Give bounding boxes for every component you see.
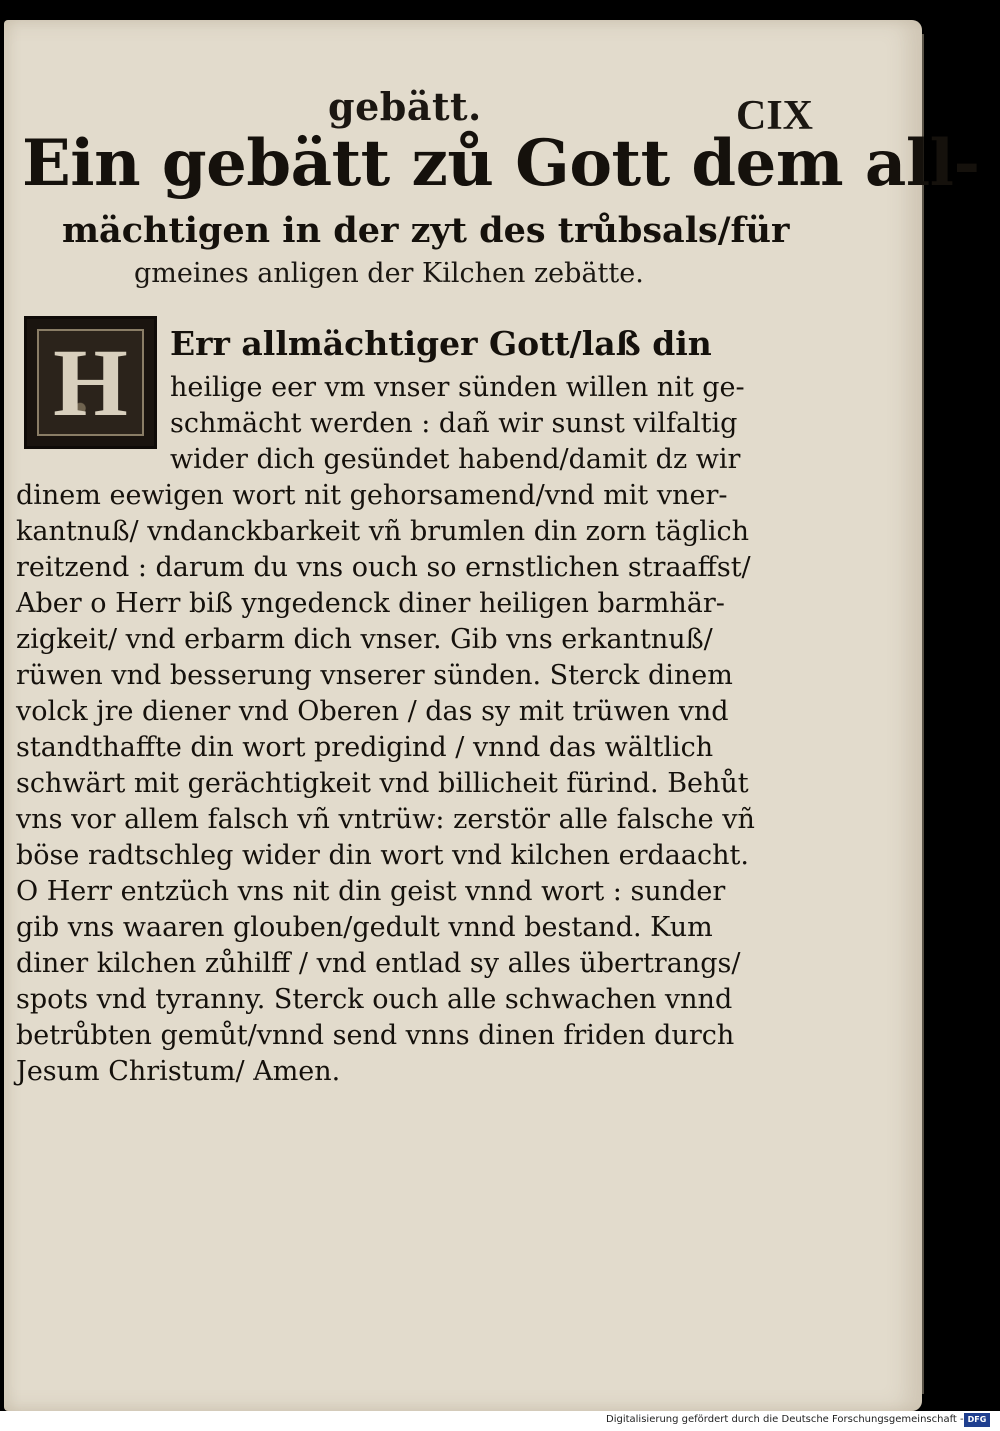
- body-line: reitzend : darum du vns ouch so ernstlichen straaffst/: [16, 552, 751, 583]
- title-line-1: Ein gebätt zů Gott dem all-: [22, 126, 980, 201]
- body-line: Jesum Christum/ Amen.: [16, 1056, 341, 1087]
- body-line: schmächt werden : dañ wir sunst vilfaltig: [170, 408, 738, 439]
- decorated-initial: [24, 316, 157, 449]
- body-line: vns vor allem falsch vñ vntrüw: zerstör alle falsche vñ: [16, 804, 755, 835]
- title-line-3: gmeines anligen der Kilchen zebätte.: [134, 258, 644, 289]
- title-line-2: mächtigen in der zyt des trůbsals/für: [62, 210, 790, 251]
- body-line: dinem eewigen wort nit gehorsamend/vnd mit vner-: [16, 480, 728, 511]
- body-line: volck jre diener vnd Oberen / das sy mit trüwen vnd: [16, 696, 729, 727]
- folio-number: CIX: [736, 93, 814, 139]
- body-line: gib vns waaren glouben/gedult vnnd bestand. Kum: [16, 912, 713, 943]
- footer-credit: Digitalisierung gefördert durch die Deutsche Forschungsgemeinschaft -: [606, 1414, 964, 1425]
- dfg-logo-icon[interactable]: DFG: [964, 1413, 990, 1427]
- initial-letter: H: [53, 328, 128, 436]
- body-line: betrůbten gemůt/vnnd send vnns dinen friden durch: [16, 1020, 735, 1051]
- page-edge: [922, 34, 924, 1394]
- body-line: heilige eer vm vnser sünden willen nit ge-: [170, 372, 745, 403]
- body-line: schwärt mit gerächtigkeit vnd billicheit fürind. Behůt: [16, 768, 749, 799]
- body-line: Err allmächtiger Gott/laß din: [170, 324, 712, 363]
- body-line: diner kilchen zůhilff / vnd entlad sy alles übertrangs/: [16, 948, 741, 979]
- body-line: O Herr entzüch vns nit din geist vnnd wort : sunder: [16, 876, 726, 907]
- body-line: spots vnd tyranny. Sterck ouch alle schwachen vnnd: [16, 984, 733, 1015]
- body-line: kantnuß/ vndanckbarkeit vñ brumlen din zorn täglich: [16, 516, 750, 547]
- body-line: böse radtschleg wider din wort vnd kilchen erdaacht.: [16, 840, 749, 871]
- running-head: gebätt.: [328, 84, 482, 129]
- body-line: standthaffte din wort predigind / vnnd das wältlich: [16, 732, 714, 763]
- body-line: wider dich gesündet habend/damit dz wir: [170, 444, 741, 475]
- body-line: Aber o Herr biß yngedenck diner heiligen barmhär-: [16, 588, 725, 619]
- body-line: zigkeit/ vnd erbarm dich vnser. Gib vns erkantnuß/: [16, 624, 713, 655]
- body-line: rüwen vnd besserung vnserer sünden. Sterck dinem: [16, 660, 733, 691]
